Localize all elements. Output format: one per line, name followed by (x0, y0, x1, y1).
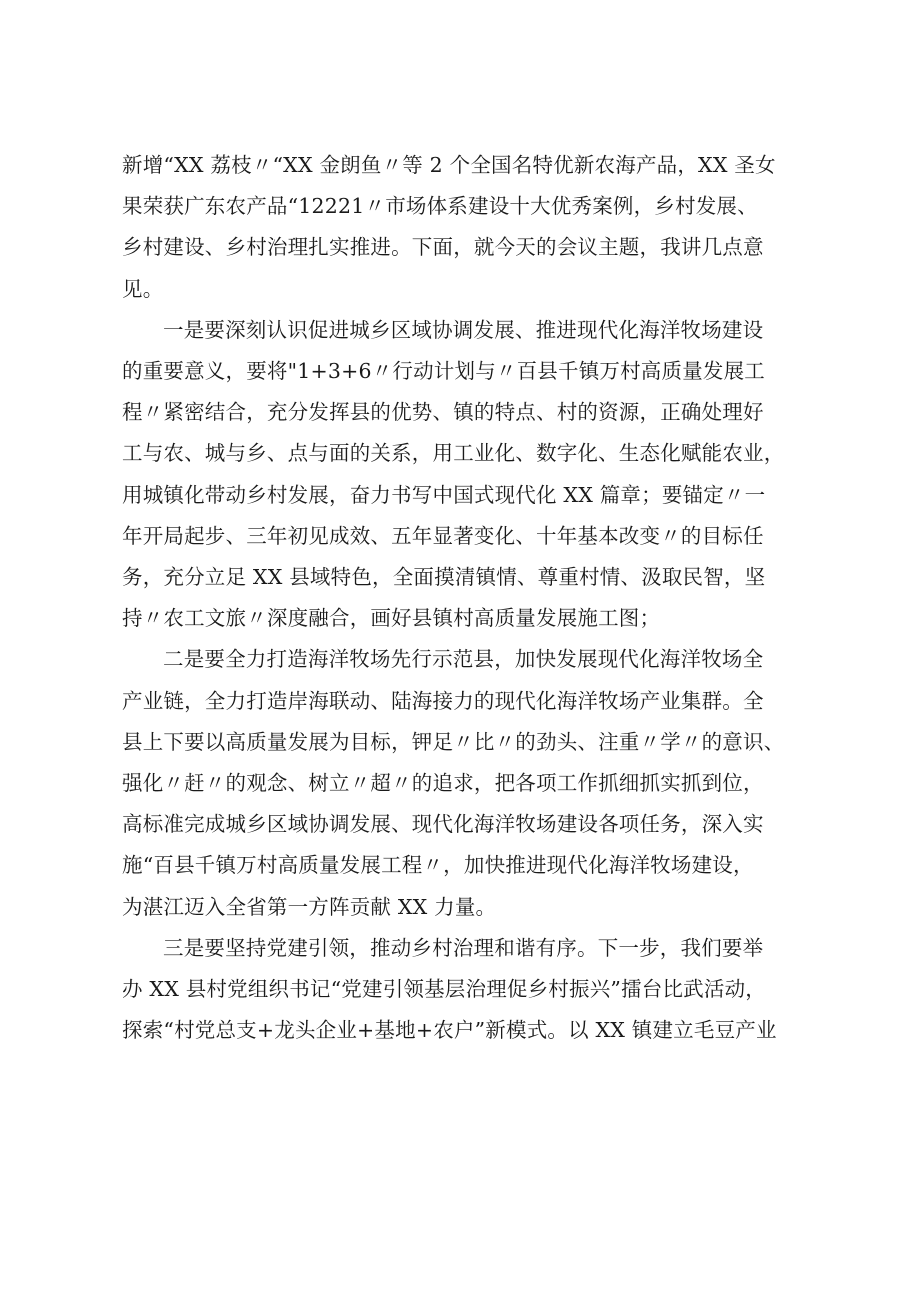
text-line: 的重要意义，要将"1+3+6〃行动计划与〃百县千镇万村高质量发展工 (122, 359, 766, 384)
text-line: 高标准完成城乡区域协调发展、现代化海洋牧场建设各项任务，深入实 (122, 812, 764, 837)
text-line: 施“百县千镇万村高质量发展工程〃，加快推进现代化海洋牧场建设， (122, 853, 754, 878)
document-body (122, 145, 798, 1051)
text-line: 产业链，全力打造岸海联动、陆海接力的现代化海洋牧场产业集群。全 (122, 688, 764, 713)
text-line: 探索“村党总支+龙头企业+基地+农户”新模式。以 XX 镇建立毛豆产业 (122, 1018, 777, 1043)
text-line: 年开局起步、三年初见成效、五年显著变化、十年基本改变〃的目标任 (122, 523, 764, 548)
text-line: 二是要全力打造海洋牧场先行示范县，加快发展现代化海洋牧场全 (163, 647, 764, 672)
paragraph-intro-continued (122, 145, 798, 310)
paragraph-point-three (122, 928, 798, 1052)
text-line: 一是要深刻认识促进城乡区域协调发展、推进现代化海洋牧场建设 (163, 317, 764, 342)
text-line: 持〃农工文旅〃深度融合，画好县镇村高质量发展施工图； (122, 606, 661, 631)
text-line: 新增“XX 荔枝〃“XX 金朗鱼〃等 2 个全国名特优新农海产品，XX 圣女 (122, 153, 776, 177)
text-line: 见。 (122, 276, 164, 301)
text-line: 程〃紧密结合，充分发挥县的优势、镇的特点、村的资源，正确处理好 (122, 400, 764, 425)
text-line: 三是要坚持党建引领，推动乡村治理和谐有序。下一步，我们要举 (163, 935, 764, 960)
text-line: 为湛江迈入全省第一方阵贡献 XX 力量。 (122, 894, 497, 919)
paragraph-point-two (122, 639, 798, 927)
paragraph-point-one (122, 310, 798, 640)
text-line: 办 XX 县村党组织书记“党建引领基层治理促乡村振兴”擂台比武活动， (122, 977, 766, 1002)
text-line: 县上下要以高质量发展为目标，钾足〃比〃的劲头、注重〃学〃的意识、 (122, 729, 785, 754)
text-line: 乡村建设、乡村治理扎实推进。下面，就今天的会议主题，我讲几点意 (122, 235, 764, 260)
text-line: 工与农、城与乡、点与面的关系，用工业化、数字化、生态化赋能农业， (122, 441, 785, 466)
text-line: 务，充分立足 XX 县域特色，全面摸清镇情、尊重村情、汲取民智，坚 (122, 565, 766, 590)
text-line: 果荣获广东农产品“12221〃市场体系建设十大优秀案例，乡村发展、 (122, 194, 758, 219)
text-line: 强化〃赶〃的观念、树立〃超〃的追求，把各项工作抓细抓实抓到位， (122, 771, 764, 796)
text-line: 用城镇化带动乡村发展，奋力书写中国式现代化 XX 篇章；要锚定〃一 (122, 482, 766, 507)
